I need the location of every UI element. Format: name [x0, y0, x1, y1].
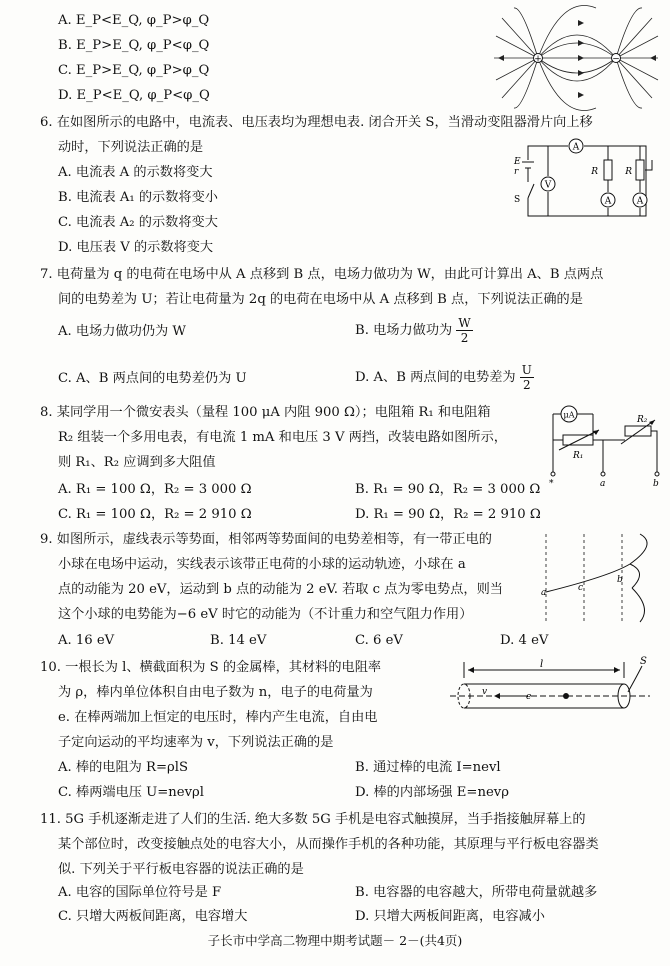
q9-stem-line1: 9. 如图所示，虚线表示等势面，相邻两等势面间的电势差相等，有一带正电的 [40, 532, 492, 547]
q9-option-d: D. 4 eV [500, 633, 549, 648]
q10-option-d: D. 棒的内部场强 E=nevρ [355, 785, 509, 800]
ammeter-a-label: A [572, 142, 580, 153]
q7-option-b-numerator: W [458, 316, 471, 330]
microammeter-label: μA [563, 410, 575, 420]
q9-option-a: A. 16 eV [58, 633, 115, 648]
q5-option-b: B. E_P>E_Q, φ_P<φ_Q [58, 38, 210, 53]
q9-stem-line4: 这个小球的电势能为−6 eV 时它的动能为（不计重力和空气阻力作用） [58, 607, 473, 622]
q7-option-d [355, 363, 534, 392]
q7-stem-line1: 7. 电荷量为 q 的电荷在电场中从 A 点移到 B 点，电场力做功为 W，由此可计算出 A、B 点两点 [40, 267, 604, 282]
q7-option-a: A. 电场力做功仍为 W [58, 324, 186, 339]
q5-option-c: C. E_P>E_Q, φ_P>φ_Q [58, 63, 210, 78]
voltmeter-v-label: V [544, 180, 552, 191]
q6-option-c: C. 电流表 A₂ 的示数将变大 [58, 215, 218, 230]
q8-option-b: B. R₁ = 90 Ω，R₂ = 3 000 Ω [355, 482, 541, 497]
q11-stem-line1: 11. 5G 手机逐渐走进了人们的生活. 绝大多数 5G 手机是电容式触摸屏，当手指接触屏幕上的 [40, 812, 586, 827]
ammeter-a1-label: A [604, 196, 612, 207]
q9-stem-line2: 小球在电场中运动，实线表示该带正电荷的小球的运动轨迹，小球在 a [58, 557, 466, 572]
q11-stem-line3: 似. 下列关于平行板电容器的说法正确的是 [58, 862, 304, 877]
q10-stem-line2: 为 ρ，棒内单位体积自由电子数为 n，电子的电荷量为 [58, 685, 373, 700]
q6-option-a: A. 电流表 A 的示数将变大 [58, 165, 213, 180]
q7-option-d-denominator: 2 [523, 378, 531, 392]
point-a-label: a [541, 588, 547, 598]
negative-charge-label: − [612, 54, 620, 65]
q9-option-b: B. 14 eV [210, 633, 267, 648]
q7-option-d-numerator: U [521, 363, 532, 377]
q7-option-c: C. A、B 两点间的电势差仍为 U [58, 371, 247, 386]
ammeter-a2-label: A [636, 196, 644, 207]
q8-option-d: D. R₁ = 90 Ω，R₂ = 2 910 Ω [355, 507, 541, 522]
q8-multimeter-circuit-figure [545, 402, 660, 488]
q7-option-b-denominator: 2 [460, 331, 469, 345]
q7-option-d-text: D. A、B 两点间的电势差为 [355, 370, 516, 385]
q8-option-a: A. R₁ = 100 Ω，R₂ = 3 000 Ω [58, 482, 252, 497]
q6-option-b: B. 电流表 A₁ 的示数将变小 [58, 190, 218, 205]
q11-stem-line2: 某个部位时，改变接触点处的电容大小，从而操作手机的各种功能，其原理与平行板电容器类 [58, 837, 599, 852]
q8-option-c: C. R₁ = 100 Ω，R₂ = 2 910 Ω [58, 507, 252, 522]
q9-stem-line3: 点的动能为 20 eV，运动到 b 点的动能为 2 eV. 若取 c 点为零电势点，则当 [58, 582, 503, 597]
internal-r-label: r [514, 167, 519, 177]
q6-stem-line1: 6. 在如图所示的电路中，电流表、电压表均为理想电表. 闭合开关 S，当滑动变阻器滑片向上移 [40, 115, 593, 130]
emf-e-label: E [514, 157, 521, 167]
point-c-label: c [578, 583, 584, 593]
q5-option-d: D. E_P<E_Q, φ_P<φ_Q [58, 88, 210, 103]
q5-field-lines-figure [492, 6, 660, 110]
resistor-r2-label: R [625, 167, 632, 177]
velocity-v-label: v [482, 687, 488, 697]
q8-stem-line3: 则 R₁、R₂ 应调到多大阻值 [58, 455, 216, 470]
resistor-r1-label: R₁ [573, 451, 584, 461]
point-b-label: b [617, 575, 623, 585]
q9-equipotential-figure [540, 532, 660, 624]
q10-option-a: A. 棒的电阻为 R=ρlS [58, 760, 189, 775]
q11-option-d: D. 只增大两板间距离，电容减小 [355, 909, 545, 924]
q5-option-a: A. E_P<E_Q, φ_P>φ_Q [58, 13, 210, 28]
switch-s-label: S [514, 195, 521, 205]
q7-option-b-fraction [456, 316, 472, 345]
q10-stem-line4: 子定向运动的平均速率为 v，下列说法正确的是 [58, 735, 334, 750]
q7-option-b [355, 316, 473, 345]
resistor-r1-label: R [591, 167, 598, 177]
q11-option-a: A. 电容的国际单位符号是 F [58, 885, 222, 900]
q6-stem-line2: 动时，下列说法正确的是 [58, 140, 204, 155]
page-footer: 子长市中学高二物理中期考试题－ 2－(共4页) [207, 933, 463, 948]
q7-stem-line2: 间的电势差为 U；若让电荷量为 2q 的电荷在电场中从 A 点移到 B 点，下列说法正确的是 [58, 292, 583, 307]
electron-e-label: e [526, 692, 532, 702]
common-terminal-label: * [549, 479, 554, 489]
positive-charge-label: + [534, 54, 542, 65]
q10-option-b: B. 通过棒的电流 I=nevl [355, 760, 501, 775]
cross-section-s-label: S [640, 656, 647, 667]
q10-stem-line1: 10. 一根长为 l、横截面积为 S 的金属棒，其材料的电阻率 [40, 660, 382, 675]
q7-option-d-fraction [520, 363, 534, 392]
q8-stem-line1: 8. 某同学用一个微安表头（量程 100 μA 内阻 900 Ω）；电阻箱 R₁ 和电阻箱 [40, 405, 491, 420]
resistor-r2-label: R₂ [637, 415, 648, 425]
q6-option-d: D. 电压表 V 的示数将变大 [58, 240, 214, 255]
q11-option-b: B. 电容器的电容越大，所带电荷量就越多 [355, 885, 598, 900]
q9-option-c: C. 6 eV [355, 633, 403, 648]
q10-metal-rod-figure [446, 656, 658, 726]
q7-option-b-text: B. 电场力做功为 [355, 323, 453, 338]
length-l-label: l [540, 659, 544, 670]
q10-stem-line3: e. 在棒两端加上恒定的电压时，棒内产生电流，自由电 [58, 710, 378, 725]
q11-option-c: C. 只增大两板间距离，电容增大 [58, 909, 248, 924]
q6-circuit-figure [508, 138, 658, 222]
terminal-b-label: b [653, 479, 659, 489]
terminal-a-label: a [600, 479, 606, 489]
q8-stem-line2: R₂ 组装一个多用电表，有电流 1 mA 和电压 3 V 两挡，改装电路如图所示， [58, 430, 507, 445]
q10-option-c: C. 棒两端电压 U=nevρl [58, 785, 205, 800]
